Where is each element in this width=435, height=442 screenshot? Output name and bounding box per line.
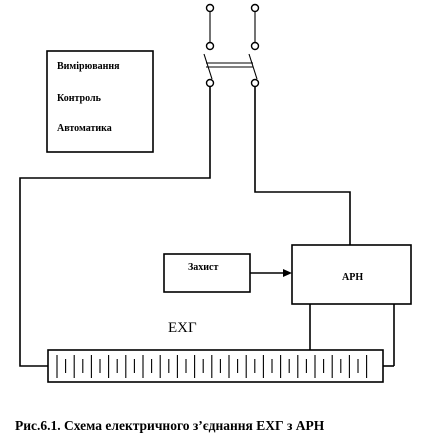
arn-block [292,245,411,304]
exg-stack [48,350,383,382]
control-panel [47,51,153,152]
protection-box [164,254,250,292]
top-terminal-left [207,5,214,12]
wire-right-to-arn [255,87,350,246]
upper-contact-right [252,43,259,50]
arrowhead [283,269,292,277]
protection-label: Захист [188,262,219,273]
upper-contact-left [207,43,214,50]
figure-caption: Рис.6.1. Схема електричного з’єднання ЕХГ з АРН [15,418,325,433]
panel-item-measurement: Вимірювання [57,61,120,72]
lower-contact-right [252,80,259,87]
arn-label: АРН [342,272,364,283]
lower-contact-left [207,80,214,87]
protection-block [164,254,250,292]
panel-item-automation: Автоматика [57,123,112,134]
switch-assembly [204,5,259,87]
panel-item-control: Контроль [57,93,101,104]
exg-label: ЕХГ [168,320,197,336]
top-terminal-right [252,5,259,12]
